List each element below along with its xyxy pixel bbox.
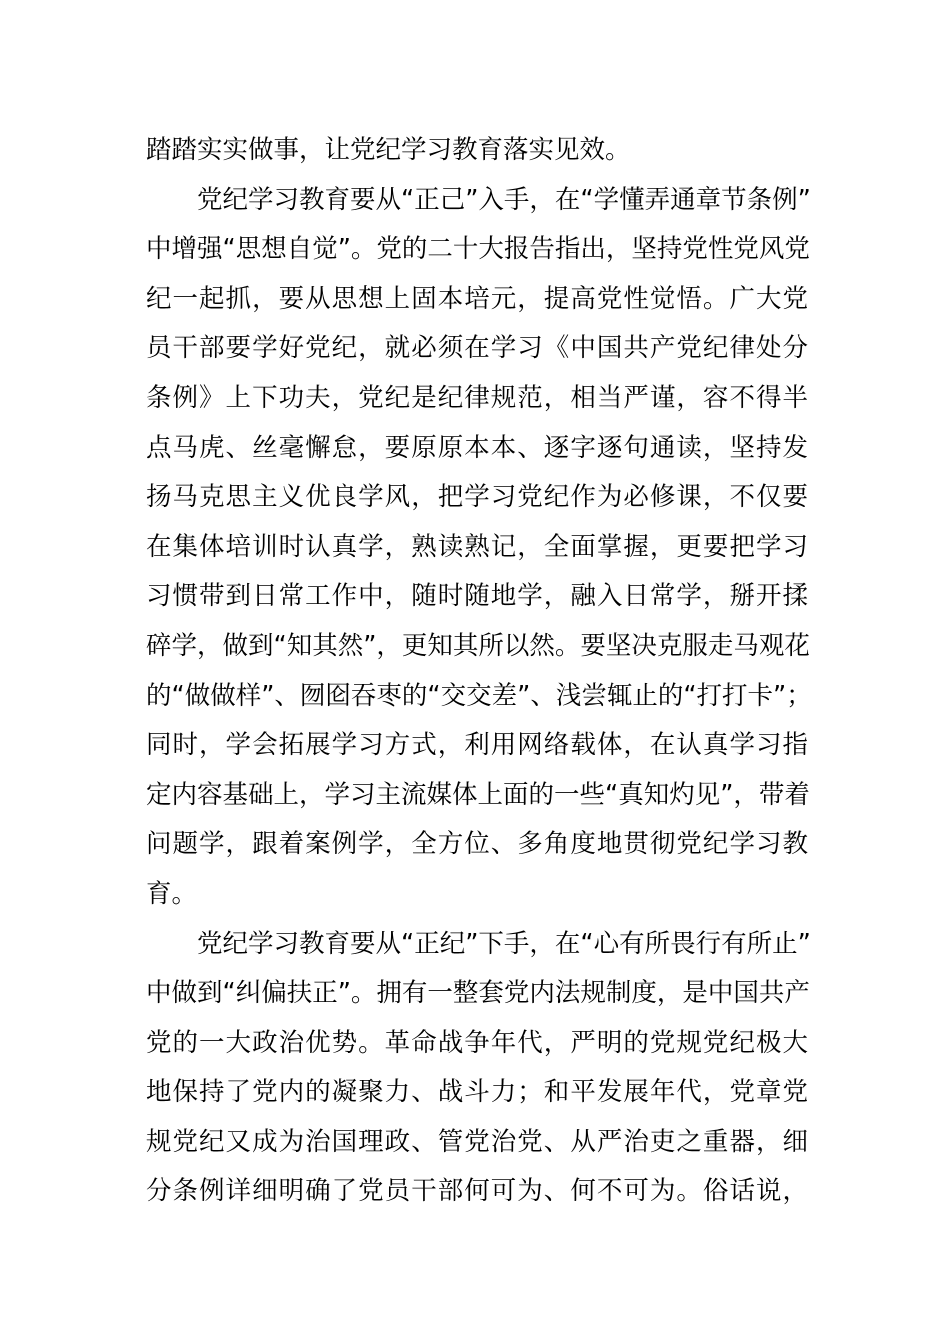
paragraph-2-line-11: 的“做做样”、囫囵吞枣的“交交差”、浅尝辄止的“打打卡”；	[146, 680, 812, 711]
paragraph-2-line-5: 条例》上下功夫，党纪是纪律规范，相当严谨，容不得半	[146, 382, 808, 413]
paragraph-2-line-8: 在集体培训时认真学，熟读熟记，全面掌握，更要把学习	[146, 531, 808, 562]
paragraph-2-line-2: 中增强“思想自觉”。党的二十大报告指出，坚持党性党风党	[146, 234, 810, 265]
paragraph-2-line-13: 定内容基础上，学习主流媒体上面的一些“真知灼见”，带着	[146, 779, 810, 810]
paragraph-2-line-9: 习惯带到日常工作中，随时随地学，融入日常学，掰开揉	[146, 581, 808, 612]
paragraph-2-line-6: 点马虎、丝毫懈怠，要原原本本、逐字逐句通读，坚持发	[146, 432, 808, 463]
paragraph-2-line-12: 同时，学会拓展学习方式，利用网络载体，在认真学习指	[146, 730, 808, 761]
document-body	[146, 126, 812, 1217]
paragraph-3-line-1: 党纪学习教育要从“正纪”下手，在“心有所畏行有所止”	[197, 928, 811, 959]
paragraph-2-line-1: 党纪学习教育要从“正己”入手，在“学懂弄通章节条例”	[197, 184, 811, 215]
paragraph-2-line-14: 问题学，跟着案例学，全方位、多角度地贯彻党纪学习教	[146, 829, 808, 860]
paragraph-2-line-3: 纪一起抓，要从思想上固本培元，提高党性觉悟。广大党	[146, 283, 808, 314]
paragraph-3-line-4: 地保持了党内的凝聚力、战斗力；和平发展年代，党章党	[146, 1077, 808, 1108]
paragraph-3-line-5: 规党纪又成为治国理政、管党治党、从严治吏之重器，细	[146, 1126, 808, 1157]
paragraph-2-line-15: 育。	[146, 878, 198, 909]
paragraph-3-line-2: 中做到“纠偏扶正”。拥有一整套党内法规制度，是中国共产	[146, 978, 810, 1009]
paragraph-3-line-6: 分条例详细明确了党员干部何可为、何不可为。俗话说，	[146, 1176, 808, 1207]
paragraph-3-line-3: 党的一大政治优势。革命战争年代，严明的党规党纪极大	[146, 1027, 808, 1058]
paragraph-2-line-4: 员干部要学好党纪，就必须在学习《中国共产党纪律处分	[146, 333, 808, 364]
paragraph-2-line-10: 碎学，做到“知其然”，更知其所以然。要坚决克服走马观花	[146, 630, 810, 661]
paragraph-2-line-7: 扬马克思主义优良学风，把学习党纪作为必修课，不仅要	[146, 482, 808, 513]
paragraph-1-line-1: 踏踏实实做事，让党纪学习教育落实见效。	[146, 135, 631, 165]
